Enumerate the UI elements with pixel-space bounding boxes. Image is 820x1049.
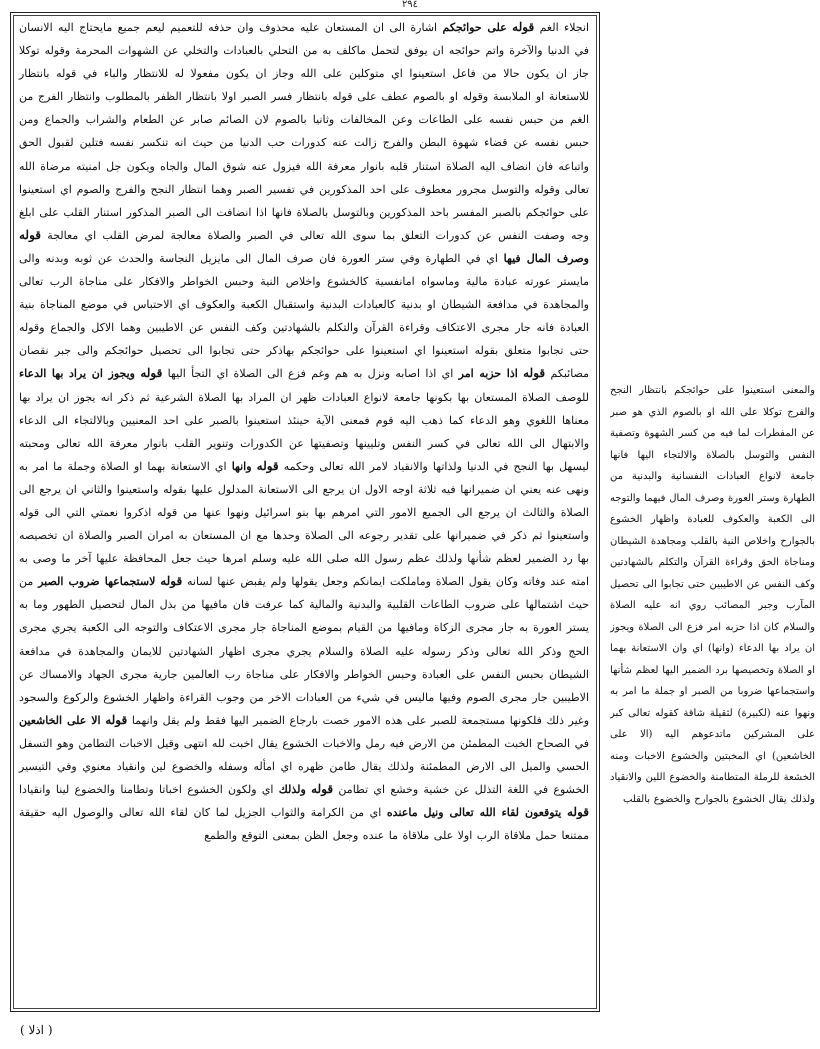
lemma-heading: وانها (231, 459, 252, 473)
qawluhu-marker: قوله (140, 366, 163, 381)
commentary-segment: انجلاء الغم (534, 21, 590, 34)
lemma-heading: وصرف المال فيها (503, 251, 589, 265)
qawluhu-marker: قوله (256, 458, 279, 473)
commentary-paragraph (19, 16, 589, 847)
commentary-segment: اي من الكرامة والثواب الجزيل لما كان لقاء الله تعالى والوصول اليه حقيقة ممتنعا حمل ملاقاة الرب اولا على ملاقاة ما عنده وجعل الظن بمعنى التوقع والطمع (19, 806, 589, 843)
qawluhu-marker: قوله (566, 805, 590, 820)
commentary-segment: للوصف الصلاة المستعان بها بكونها جامعة لانواع العبادات ظهر ان المراد بها الصلاة الشرعية ثم ذكر انه يجوز ان يراد بها معناها اللغوي وهو الدعاء كما ذهب اليه قوم فمعنى الآية حينئذ استعينوا بالصبر على احد المعنيين وبالالتجاء الى الدعاء والابتهال الى الله تعالى في كسر النفس وتليينها وتصفيتها عن الكدورات وتنوير القلب بانوار معرفة الله تعالى ومحبته ليسهل بها النجح في الدنيا ولذاتها والانقياد لامر الله تعالى وحكمه (19, 390, 589, 473)
commentary-text (11, 13, 599, 1010)
lemma-heading: اذا حزبه امر (458, 367, 518, 381)
lemma-heading: على حوائجكم (442, 21, 507, 34)
lemma-heading: لاستجماعها ضروب الصبر (38, 575, 156, 589)
qawluhu-marker: قوله (105, 712, 128, 727)
commentary-segment: في الصحاح الخبت المطمئن من الارض فيه رمل والاخبات الخشوع يقال اخبت لله انتهى وقيل الاخبات التطامن وهو التسفل الحسي والميل الى الارض المطمئنة ولذلك يقال طامن ظهره اي امأله وسفله والخضوع لين وانقياد معنوي وفي التيسير الخشوع في اللغة التذلل عن خشية وخشع اي تطامن (19, 736, 589, 797)
commentary-segment: اشارة الى ان المستعان عليه محذوف وان حذفه للتعميم ليعم جميع مايحتاج اليه الانسان في الدنيا والآخرة واتم حوائجه ان يوفق لتحمل ماكلف به من التحلي بالعبادات والتخلي عن الشهوات المحرمة وقوله توكلا جاز ان يكون حالا من فاعل استعينوا اي متوكلين على الله وجاز ان يكون مفعولا له للانتظار والباء في قوله بانتظار للاستعانة او الملابسة وقوله او بالصوم عطف على قوله بانتظار فسر الصبر اولا بانتظار الظفر بالمطلوب وانتظار الفرج من الغم من حبس نفسه على الطاعات وعن المخالفات وثانيا بالصوم لان الصائم صابر عن الطعام والشراب والجماع ومن حبس نفسه عن قضاء شهوة البطن والفرج زالت عنه كدورات حب الدنيا من حيث انه تنكسر نفسه فتلين لقبول الحق واتباعه فان انضاف اليه الصلاة استنار قلبه بانوار معرفة الله فيزول عنه شوق المال والجاه ويكون جل امنيته مرضاة الله تعالى وقوله والتوسل مجرور معطوف على احد المذكورين في تفسير الصبر وهما انتظار النجح والفرج والصوم اي استعينوا على حوائجكم بالصبر المفسر باحد المذكورين وبالتوسل بالصلاة فانها اذا انضافت الى الصبر المذكور استنار القلب على ابلغ وجه وصفت النفس عن كدورات التعلق بما سوى الله تعالى في الصبر والصلاة معالجة لمرض القلب اي معالجة (19, 21, 589, 242)
lemma-heading: يتوقعون لقاء الله تعالى ونيل ماعنده (386, 806, 562, 820)
commentary-frame (10, 12, 600, 1012)
commentary-segment: اي ولكون الخشوع اخباتا وتطامنا والخضوع لينا وانقيادا (19, 783, 279, 797)
lemma-heading: ويجوز ان يراد بها الدعاء (19, 367, 135, 381)
qawluhu-marker: قوله (523, 366, 546, 381)
qawluhu-marker: قوله (160, 574, 183, 589)
qawluhu-marker: قوله (19, 227, 42, 242)
lemma-heading: الا على الخاشعين (19, 713, 101, 727)
lemma-heading: ولذلك (278, 783, 306, 797)
page-number: ٢٩٤ (401, 0, 419, 10)
catchword: ( اذلا ) (20, 1023, 53, 1037)
commentary-segment: اي الاستعانة بهما او الصلاة وجملة ما امر به ونهى عنه يعني ان ضميرانها فيه ثلاثة اوجه الاول ان يرجع الى الاستعانة المدلول عليها بقوله واستعينوا والثاني ان يرجع الى الصلاة والثالث ان يرجع الى الجميع الامور التي امرهم بها بنو اسرائيل ونهوا عنها من قوله اذكروا نعمتي التي الى قوله واستعينوا ثم ذكر في ضميرانها على تقدير رجوعه الى الصلاة وحدها مع ان المستعان به امران الصبر والصلاة ان تخصيصه بها رد الضمير لعظم شأنها ولذلك عظم رسول الله صلى الله عليه وسلم امرها حيث جعل المحافظة عليها آخر ما وصى به امته عند وفاته وكان يقول الصلاة وماملكت ايمانكم وجعل يقولها ولم يقبض عنها لسانه (19, 459, 589, 589)
commentary-segment: اي في الطهارة وفي ستر العورة فان صرف المال الى مايزيل النجاسة والحدث عن ثوبه وبدنه والى مايستر عورته عبادة مالية وماسواه امانفسية كالخشوع واخلاص النية وحبس الخواطر والافكار على مناجاة الرب تعالى والمجاهدة في مدافعة الشيطان او بدنية كالعبادات البدنية واستقبال الكعبة والعكوف اي الاحتباس في موضع المناجاة بنية العبادة فانه جار مجرى الاعتكاف وقراءة القرآن والتكلم بالشهادتين وكف النفس عن الاطيبين وهما الاكل والجماع وقوله حتى تجابوا متعلق بقوله استعينوا اي استعينوا على حوائجكم بهاذكر حتى تجابوا الى تحصيل حوائجكم والى جبر نقصان مصائبكم (19, 251, 590, 381)
qawluhu-marker: قوله (311, 782, 334, 797)
commentary-segment: من حيث اشتمالها على ضروب الطاعات القلبية والبدنية والمالية كما عرفت فان مافيها من بذل المال لتحصيل الطهور وما به يستر العورة به جار مجرى الزكاة ومافيها من القيام بموضع المناجاة جار مجرى الاعتكاف والتوجه الى الكعبة يجري مجرى الحج وذكر الله تعالى وذكر رسوله عليه الصلاة والسلام يجري مجرى اظهار الشهادتين للايمان والمجاهدة في مدافعة الشيطان بحبس النفس على العبادة وحبس الخواطر والافكار على مناجاة رب العالمين جارية مجرى الجهاد والامساك عن الاطيبين جار مجرى الصوم وفيها ماليس في شيء من العبادات الاخر من وجوب القراءة واظهار الخشوع والركوع والسجود وغير ذلك فلكونها مستجمعة للصبر على هذه الامور خصت بارجاع الضمير اليها فقط ولم يقل وانهما (19, 575, 589, 727)
commentary-segment: اي اذا اصابه ونزل به هم وغم فزع الى الصلاة اي التجأ اليها (162, 367, 459, 381)
margin-base-text: والمعنى استعينوا على حوائجكم بانتظار النجح والفرج توكلا على الله او بالصوم الذي هو صبر عن المفطرات لما فيه من كسر الشهوة وتصفية النفس والتوسل بالصلاة والالتجاء اليها فانها جامعة لانواع العبادات النفسانية والبدنية من الطهارة وستر العورة وصرف المال فيهما والتوجه الى الكعبة والعكوف للعبادة واظهار الخشوع بالجوارح واخلاص النية بالقلب ومجاهدة الشيطان ومناجاة الحق وقراءة القرآن والتكلم بالشهادتين وكف النفس عن الاطيبين حتى تجابوا الى تحصيل المآرب وجبر المصائب روي انه عليه الصلاة والسلام كان اذا حزبه امر فزع الى الصلاة ويجوز ان يراد بها الدعاء (وانها) اي وان الاستعانة بهما او الصلاة وتخصيصها برد الضمير اليها لعظم شأنها واستجماعها ضروبا من الصبر او جملة ما امر به ونهوا عنه (لكبيرة) لثقيلة شاقة كقوله تعالى كبر على المشركين ماتدعوهم اليه (الا على الخاشعين) اي المخبتين والخشوع الاخبات ومنه الخشعة للرملة المتطامنة والخضوع اللين والانقياد ولذلك يقال الخشوع بالجوارح والخضوع بالقلب (610, 385, 815, 805)
qawluhu-marker: قوله (512, 20, 535, 34)
